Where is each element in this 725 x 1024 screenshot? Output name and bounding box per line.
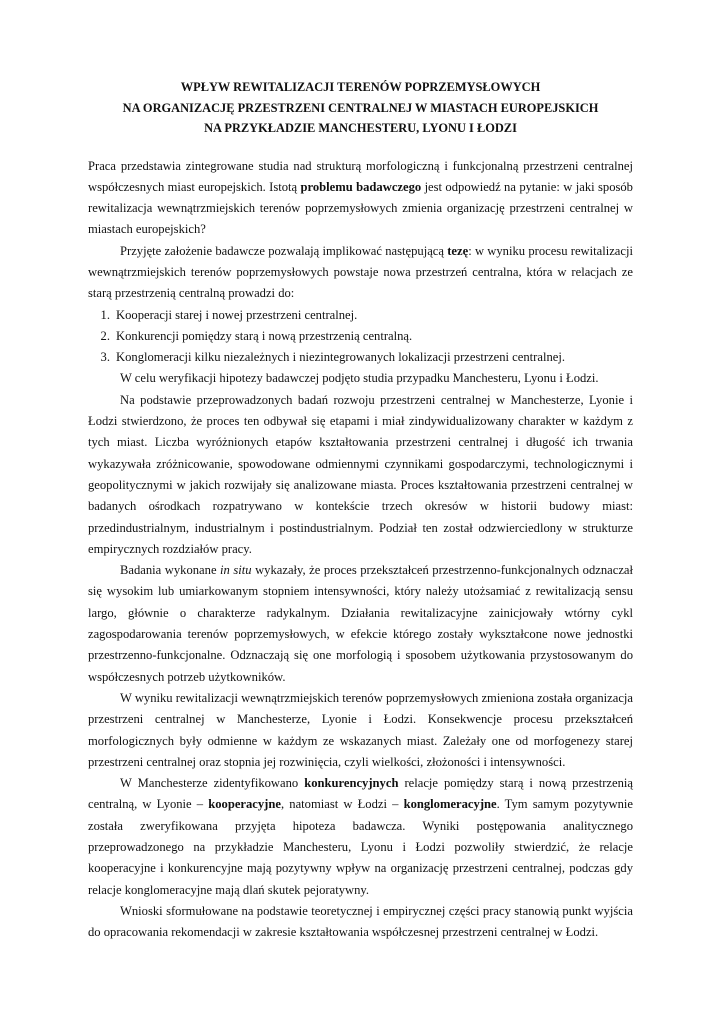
- text-span: jest odpowiedź na pytanie: w jaki sposób rewitalizacja wewnątrzmiejskich terenów poprzemysłowych zmienia organizację przestrzeni centralnej w miastach europejskich?: [88, 179, 633, 237]
- bold-term-thesis: tezę: [447, 243, 469, 258]
- text-span: , natomiast w Łodzi –: [280, 797, 404, 812]
- title-line-2: NA ORGANIZACJĘ PRZESTRZENI CENTRALNEJ W MIASTACH EUROPEJSKICH: [122, 100, 599, 115]
- paragraph-conclusions: Wnioski sformułowane na podstawie teoretycznej i empirycznej części pracy stanowią punkt wyjścia do opracowania rekomendacji w zakresie kształtowania współczesnej przestrzeni centralnej w Łodzi.: [88, 903, 633, 940]
- paragraph-thesis: [88, 241, 633, 305]
- title-line-3: NA PRZYKŁADZIE MANCHESTERU, LYONU I ŁODZI: [204, 121, 517, 135]
- bold-term-competitive: konkurencyjnych: [304, 776, 399, 791]
- text-span: . Tym samym pozytywnie została zweryfikowana przyjęta hipoteza badawcza. Wyniki postępowania analitycznego przeprowadzonego na przykładzie Manchesteru, Lyonu i Łodzi pozwoliły stwierdzić, że relacje kooperacyjne i konkurencyjne mają pozytywny wpływ na organizację przestrzeni centralnej, podczas gdy relacje konglomeracyjne mają dlań skutek pejoratywny.: [88, 797, 633, 897]
- paragraph-case-studies: W celu weryfikacji hipotezy badawczej podjęto studia przypadku Manchesteru, Lyonu i Łodzi.: [120, 371, 599, 386]
- title-line-1: WPŁYW REWITALIZACJI TERENÓW POPRZEMYSŁOWYCH: [180, 80, 541, 94]
- text-span: wykazały, że proces przekształceń przestrzenno-funkcjonalnych odznaczał się wysokim lub umiarkowanym stopniem intensywności, który należy utożsamiać z rewitalizacją sensu largo, głównie o charakterze radykalnym. Działania rewitalizacyjne zainicjowały wtórny cykl zagospodarowania terenów poprzemysłowych, w efekcie którego zostały wykształcone nowe jednostki przestrzenno-funkcjonalne. Odznaczają się one morfologią i sposobem użytkowania przystosowanym do współczesnych potrzeb użytkowników.: [88, 563, 633, 684]
- bold-term-conglomerate: konglomeracyjne: [403, 797, 497, 812]
- paragraph-stages: Na podstawie przeprowadzonych badań rozwoju przestrzeni centralnej w Manchesterze, Lyonie i Łodzi stwierdzono, że proces ten odbywał się etapami i miał zindywidualizowany charakter w każdym z tych miast. Liczba wyróżnionych etapów kształtowania przestrzeni centralnej i długość ich trwania wykazywała zróżnicowanie, spowodowane odmiennymi czynnikami gospodarczymi, technologicznymi i geopolitycznymi w jakich rozwijały się analizowane miasta. Proces kształtowania przestrzeni centralnej w badanych ośrodkach rozpatrywano w kontekście trzech okresów w historii budowy miast: przedindustrialnym, industrialnym i postindustrialnym. Podział ten został odzwierciedlony w strukturze empirycznych rozdziałów pracy.: [88, 392, 633, 556]
- list-text: Konglomeracji kilku niezależnych i niezintegrowanych lokalizacji przestrzeni centralnej.: [116, 350, 565, 365]
- text-span: Badania wykonane: [120, 563, 221, 578]
- text-span: relacje pomiędzy starą i nową przestrzenią centralną, w Lyonie –: [88, 776, 633, 812]
- list-number: 3.: [100, 350, 110, 365]
- text-span: Przyjęte założenie badawcze pozwalają implikować następującą: [120, 243, 448, 258]
- bold-term-cooperative: kooperacyjne: [208, 797, 281, 812]
- list-item: [88, 347, 633, 368]
- paragraph-problem: [88, 156, 633, 241]
- text-span: Praca przedstawia zintegrowane studia nad strukturą morfologiczną i funkcjonalną przestrzeni centralnej współczesnych miast europejskich. Istotą: [88, 158, 633, 194]
- thesis-list: [88, 305, 633, 369]
- bold-term-research-problem: problemu badawczego: [300, 179, 422, 194]
- list-item: [88, 305, 633, 326]
- list-number: 1.: [100, 307, 110, 322]
- text-span: W Manchesterze zidentyfikowano: [120, 776, 305, 791]
- paragraph-relations: [88, 773, 633, 901]
- list-text: Konkurencji pomiędzy starą i nową przestrzenią centralną.: [116, 328, 413, 343]
- paragraph-organization-change: W wyniku rewitalizacji wewnątrzmiejskich terenów poprzemysłowych zmieniona została organizacja przestrzeni centralnej w Manchesterze, Lyonie i Łodzi. Konsekwencje procesu przekształceń morfologicznych były odmienne w każdym ze wskazanych miast. Zależały one od morfogenezy starej przestrzeni centralnej oraz stopnia jej rozwinięcia, czyli wielkości, złożoności i intensywności.: [88, 690, 633, 769]
- list-text: Kooperacji starej i nowej przestrzeni centralnej.: [116, 307, 358, 322]
- italic-term-in-situ: in situ: [220, 563, 252, 578]
- text-span: : w wyniku procesu rewitalizacji wewnątrzmiejskich terenów poprzemysłowych powstaje nowa przestrzeń centralna, która w relacjach ze starą przestrzenią centralną prowadzi do:: [88, 243, 633, 301]
- document-title: [88, 77, 633, 139]
- list-item: [88, 326, 633, 347]
- paragraph-in-situ: [88, 560, 633, 688]
- list-number: 2.: [100, 328, 110, 343]
